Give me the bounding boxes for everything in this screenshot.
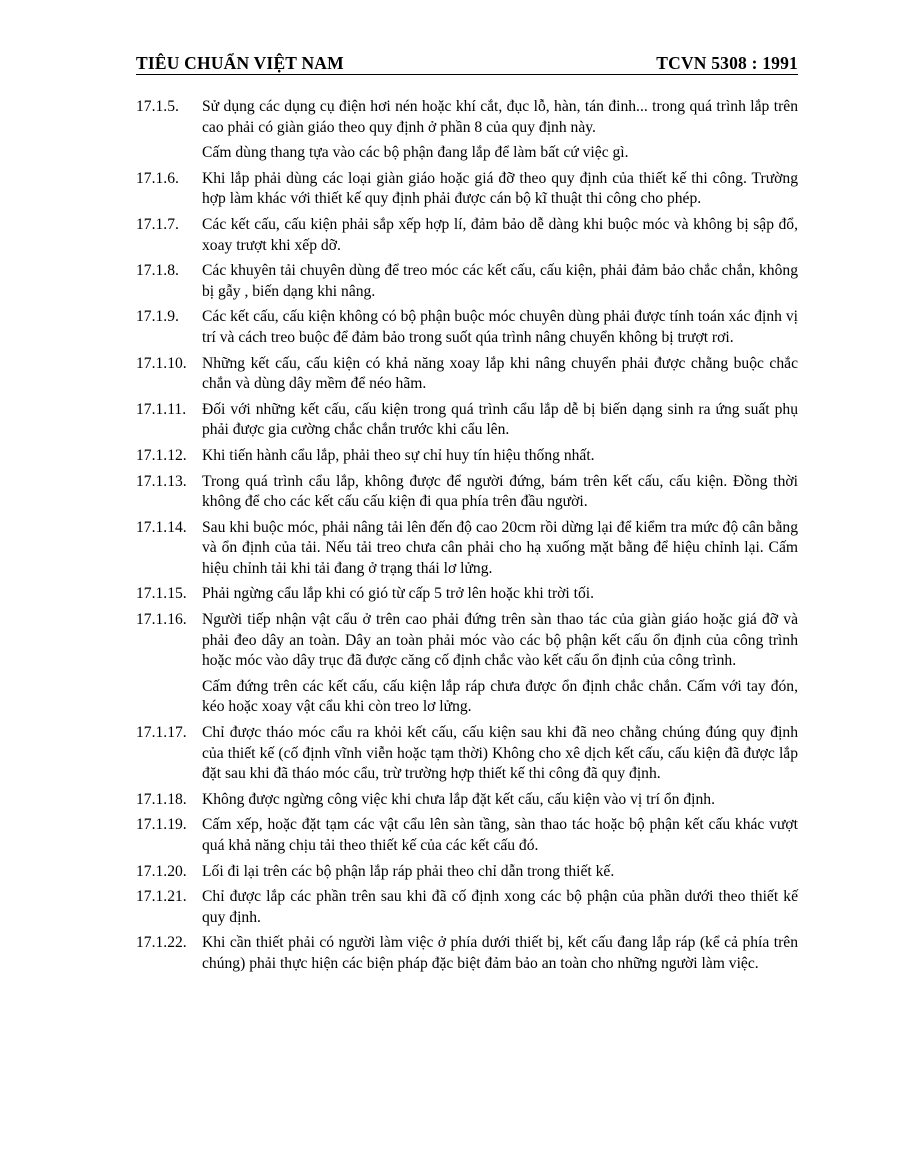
document-body bbox=[136, 97, 798, 980]
clause-paragraph: Chỉ được tháo móc cẩu ra khỏi kết cấu, cấu kiện sau khi đã neo chằng chúng đúng quy định của thiết kế (cố định vĩnh viễn hoặc tạm thời) Không cho xê dịch kết cấu, cấu kiện đã được lắp đặt sau khi đã tháo móc cẩu, trừ trường hợp thiết kế thi công đã quy định. bbox=[202, 724, 798, 783]
clause-body bbox=[202, 97, 798, 164]
clause-item bbox=[136, 307, 798, 348]
clause-body bbox=[202, 307, 798, 348]
clause-paragraph: Cấm dùng thang tựa vào các bộ phận đang lắp để làm bất cứ việc gì. bbox=[202, 144, 629, 162]
clause-item bbox=[136, 610, 798, 718]
clause-body bbox=[202, 933, 798, 974]
clause-number: 17.1.20. bbox=[136, 862, 187, 880]
clause-paragraph: Khi tiến hành cẩu lắp, phải theo sự chỉ huy tín hiệu thống nhất. bbox=[202, 446, 595, 464]
clause-number: 17.1.8. bbox=[136, 262, 179, 280]
clause-item bbox=[136, 215, 798, 256]
clause-number: 17.1.6. bbox=[136, 169, 179, 187]
clause-number: 17.1.17. bbox=[136, 724, 187, 742]
clause-number: 17.1.13. bbox=[136, 472, 187, 490]
clause-item bbox=[136, 446, 798, 467]
clause-number: 17.1.22. bbox=[136, 934, 187, 952]
clause-paragraph: Cấm xếp, hoặc đặt tạm các vật cẩu lên sàn tầng, sàn thao tác hoặc bộ phận kết cấu khác vượt quá khả năng chịu tải theo thiết kế của các kết cấu đó. bbox=[202, 816, 798, 854]
clause-body bbox=[202, 815, 798, 856]
clause-item bbox=[136, 97, 798, 164]
clause-paragraph: Sau khi buộc móc, phải nâng tải lên đến độ cao 20cm rồi dừng lại để kiểm tra mức độ cân bằng và ổn định của tải. Nếu tải treo chưa cân phải cho hạ xuống mặt bằng để hiệu chỉnh lại. Cấm hiệu chỉnh tải khi tải đang ở trạng thái lơ lửng. bbox=[202, 518, 798, 577]
clause-paragraph: Cấm đứng trên các kết cấu, cấu kiện lắp ráp chưa được ổn định chắc chắn. Cấm với tay đón, kéo hoặc xoay vật cẩu khi còn treo lơ lửng. bbox=[202, 677, 798, 716]
page-header bbox=[136, 48, 798, 74]
clause-item bbox=[136, 933, 798, 974]
clause-paragraph: Các kết cấu, cấu kiện phải sắp xếp hợp lí, đảm bảo dễ dàng khi buộc móc và không bị sập đổ, xoay trượt khi xếp dỡ. bbox=[202, 215, 798, 254]
clause-item bbox=[136, 400, 798, 441]
clause-body bbox=[202, 610, 798, 718]
clause-body bbox=[202, 354, 798, 395]
clause-paragraph: Các khuyên tải chuyên dùng để treo móc các kết cấu, cấu kiện, phải đảm bảo chắc chắn, không bị gẫy , biến dạng khi nâng. bbox=[202, 262, 798, 300]
clause-paragraph: Chỉ được lắp các phần trên sau khi đã cố định xong các bộ phận của phần dưới theo thiết kế quy định. bbox=[202, 888, 798, 926]
clause-number: 17.1.9. bbox=[136, 308, 179, 326]
clause-body bbox=[202, 887, 798, 928]
clause-number: 17.1.10. bbox=[136, 354, 187, 372]
clause-item bbox=[136, 518, 798, 580]
clause-item bbox=[136, 862, 798, 883]
clause-body bbox=[202, 584, 798, 605]
clause-item bbox=[136, 584, 798, 605]
clause-body bbox=[202, 790, 798, 811]
clause-body bbox=[202, 169, 798, 210]
clause-number: 17.1.15. bbox=[136, 585, 187, 603]
clause-item bbox=[136, 169, 798, 210]
clause-body bbox=[202, 446, 798, 467]
clause-number: 17.1.16. bbox=[136, 611, 187, 629]
clause-item bbox=[136, 887, 798, 928]
clause-paragraph: Đối với những kết cấu, cấu kiện trong quá trình cẩu lắp dễ bị biến dạng sinh ra ứng suất phụ phải được gia cường chắc chắn trước khi cẩu lên. bbox=[202, 400, 798, 439]
clause-paragraph: Trong quá trình cẩu lắp, không được để người đứng, bám trên kết cấu, cấu kiện. Đồng thời không để cho các kết cấu cấu kiện đi qua phía trên đầu người. bbox=[202, 472, 798, 511]
header-standard-code: TCVN 5308 : 1991 bbox=[656, 53, 798, 73]
clause-paragraph: Lối đi lại trên các bộ phận lắp ráp phải theo chỉ dẫn trong thiết kế. bbox=[202, 862, 615, 880]
clause-paragraph: Các kết cấu, cấu kiện không có bộ phận buộc móc chuyên dùng phải được tính toán xác định vị trí và cách treo buộc để đảm bảo trong suốt qúa trình nâng chuyển không bị trượt rơi. bbox=[202, 308, 798, 346]
clause-paragraph: Sử dụng các dụng cụ điện hơi nén hoặc khí cắt, đục lỗ, hàn, tán đinh... trong quá trình lắp trên cao phải có giàn giáo theo quy định ở phần 8 của quy định này. bbox=[202, 98, 798, 136]
clause-number: 17.1.21. bbox=[136, 888, 187, 906]
clause-number: 17.1.18. bbox=[136, 790, 187, 808]
clause-body bbox=[202, 862, 798, 883]
clause-paragraph: Phải ngừng cẩu lắp khi có gió từ cấp 5 trở lên hoặc khi trời tối. bbox=[202, 585, 594, 603]
clause-number: 17.1.19. bbox=[136, 816, 187, 834]
clause-number: 17.1.14. bbox=[136, 518, 187, 536]
clause-paragraph: Khi cần thiết phải có người làm việc ở phía dưới thiết bị, kết cấu đang lắp ráp (kể cả phía trên chúng) phải thực hiện các biện pháp đặc biệt đảm bảo an toàn cho những người làm việc. bbox=[202, 934, 798, 972]
clause-item bbox=[136, 261, 798, 302]
clause-number: 17.1.12. bbox=[136, 446, 187, 464]
clause-paragraph: Những kết cấu, cấu kiện có khả năng xoay lắp khi nâng chuyển phải được chằng buộc chắc chắn và dùng dây mềm để néo hãm. bbox=[202, 354, 798, 393]
clause-item bbox=[136, 472, 798, 513]
clause-paragraph: Người tiếp nhận vật cẩu ở trên cao phải đứng trên sàn thao tác của giàn giáo hoặc giá đỡ và phải đeo dây an toàn. Dây an toàn phải móc vào các bộ phận kết cấu ổn định của công trình hoặc móc vào dây trục đã được căng cố định chắc vào kết cấu ổn định của công trình. bbox=[202, 611, 798, 670]
clause-number: 17.1.7. bbox=[136, 215, 179, 233]
header-divider bbox=[136, 74, 798, 75]
clause-item bbox=[136, 723, 798, 785]
clause-body bbox=[202, 472, 798, 513]
clause-body bbox=[202, 261, 798, 302]
clause-item bbox=[136, 790, 798, 811]
clause-body bbox=[202, 518, 798, 580]
clause-number: 17.1.5. bbox=[136, 98, 179, 115]
clause-body bbox=[202, 215, 798, 256]
clause-paragraph: Khi lắp phải dùng các loại giàn giáo hoặc giá đỡ theo quy định của thiết kế thi công. Trường hợp làm khác với thiết kế quy định phải được cán bộ kĩ thuật thi công cho phép. bbox=[202, 169, 798, 208]
clause-number: 17.1.11. bbox=[136, 400, 187, 418]
clause-body bbox=[202, 723, 798, 785]
clause-item bbox=[136, 354, 798, 395]
clause-paragraph: Không được ngừng công việc khi chưa lắp đặt kết cấu, cấu kiện vào vị trí ổn định. bbox=[202, 790, 715, 808]
clause-item bbox=[136, 815, 798, 856]
clause-body bbox=[202, 400, 798, 441]
header-title: TIÊU CHUẨN VIỆT NAM bbox=[136, 53, 344, 73]
